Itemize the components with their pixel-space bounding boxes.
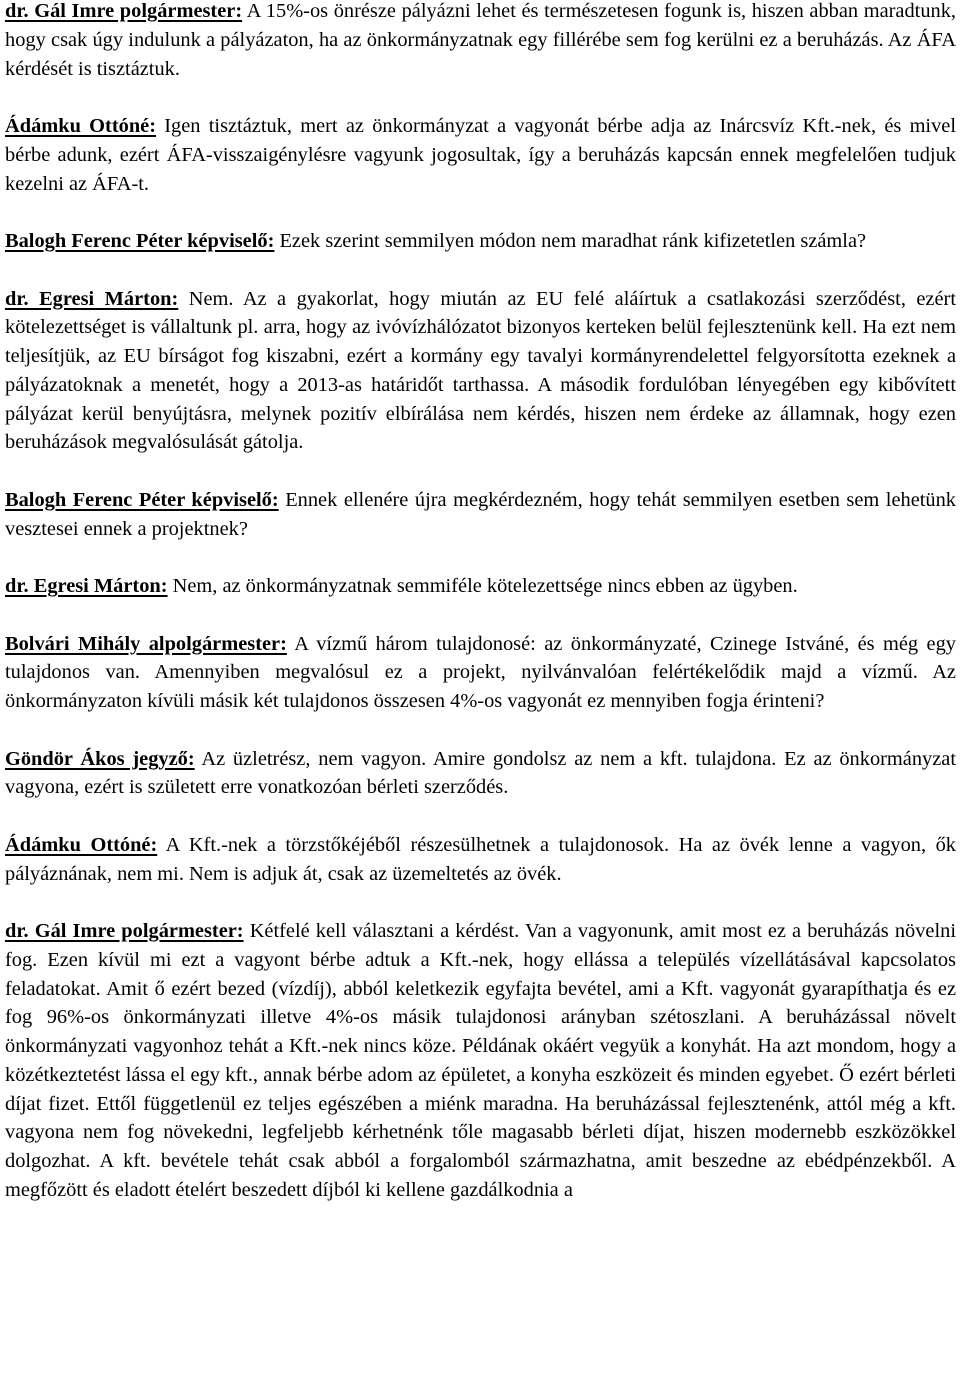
paragraph-text: Nem. Az a gyakorlat, hogy miután az EU felé aláírtuk a csatlakozási szerződést, ezért kötelezettséget is vállaltunk pl. arra, hogy az ivóvízhálózatot bizonyos kerteken belül fejlesztenünk kell. Ha ezt nem teljesítjük, az EU bírságot fog kiszabni, ezért a kormány egy tavalyi kormányrendelettel felgyorsította ezeknek a pályázatoknak a menetét, hogy a 2013-as határidőt tarthassa. A második fordulóban lényegében egy kibővített pályázat kerül benyújtásra, melynek pozitív elbírálása nem kérdés, hiszen nem érdeke az államnak, hogy ezen beruházások megvalósulását gátolja. [5, 287, 956, 454]
paragraph-text: A Kft.-nek a törzstőkéjéből részesülhetnek a tulajdonosok. Ha az övék lenne a vagyon, ők pályáznának, nem mi. Nem is adjuk át, csak az üzemeltetés az övék. [5, 833, 957, 885]
paragraph-text: Az üzletrész, nem vagyon. Amire gondolsz az nem a kft. tulajdona. Ez az önkormányzat vagyona, ezért is született erre vonatkozóan bérleti szerződés. [5, 747, 956, 799]
paragraph-gal-imre-1 [5, 0, 956, 83]
speaker-label: dr. Gál Imre polgármester: [5, 0, 243, 22]
paragraph-adamku-1 [5, 112, 956, 198]
paragraph-text: Igen tisztáztuk, mert az önkormányzat a vagyonát bérbe adja az Inárcsvíz Kft.-nek, és mivel bérbe adunk, ezért ÁFA-visszaigénylésre vagyunk jogosultak, így a beruházás kapcsán ennek megfelelően tudjuk kezelni az ÁFA-t. [5, 115, 957, 195]
document-page [5, 0, 956, 1233]
speaker-label: Göndör Ákos jegyző: [5, 747, 195, 770]
speaker-label: Bolvári Mihály alpolgármester: [5, 632, 287, 655]
paragraph-text: Kétfelé kell választani a kérdést. Van a vagyonunk, amit most ez a beruházás növelni fog. Ezen kívül mi ezt a vagyont bérbe adtuk a Kft.-nek, hogy ellássa a település vízellátásával kapcsolatos feladatokat. Amit ő ezért bezed (vízdíj), abból keletkezik egyfajta bevétel, ami a Kft. vagyonát gyarapíthatja és ez fog 96%-os önkormányzati illetve 4%-os másik tulajdonosi arányban szétoszlani. A beruházással növelt önkormányzati vagyonhoz tehát a Kft.-nek nincs köze. Példának okáért vegyük a konyhát. Ha azt mondom, hogy a közétkeztetést lássa el egy kft., annak bérbe adom az épületet, a konyha eszközeit és minden egyebet. Ő ezért bérleti díjat fizet. Ettől függetlenül ez teljes egészében a miénk maradna. Ha beruházással fejlesztenénk, attól még a kft. vagyona nem fog növekedni, legfeljebb kérhetnénk tőle magasabb bérleti díjat, hiszen modernebb eszközökkel dolgozhat. A kft. bevétele tehát csak abból a forgalomból származhatna, amit beszedne az ebédpénzekből. A megfőzött és eladott ételért beszedett díjból ki kellene gazdálkodnia a [5, 920, 956, 1201]
paragraph-adamku-2 [5, 831, 956, 889]
paragraph-balogh-2 [5, 486, 956, 544]
paragraph-bolvari-1 [5, 630, 956, 716]
paragraph-text: A 15%-os önrésze pályázni lehet és természetesen fogunk is, hiszen abban maradtunk, hogy csak úgy indulunk a pályázaton, ha az önkormányzatnak egy fillérébe sem fog kerülni ez a beruházás. Az ÁFA kérdését is tisztáztuk. [5, 0, 956, 80]
paragraph-egresi-1 [5, 285, 956, 458]
paragraph-gal-imre-2 [5, 917, 956, 1205]
paragraph-text: A vízmű három tulajdonosé: az önkormányzaté, Czinege Istváné, és még egy tulajdonos van. Amennyiben megvalósul ez a projekt, nyilvánvalóan felértékelődik majd a vízmű. Az önkormányzaton kívüli másik két tulajdonos összesen 4%-os vagyonát ez mennyiben fogja érinteni? [5, 632, 956, 712]
speaker-label: Ádámku Ottóné: [5, 833, 158, 856]
speaker-label: Balogh Ferenc Péter képviselő: [5, 230, 275, 252]
speaker-label: dr. Egresi Márton: [5, 287, 179, 310]
paragraph-text: Nem, az önkormányzatnak semmiféle kötelezettsége nincs ebben az ügyben. [167, 575, 798, 597]
speaker-label: dr. Gál Imre polgármester: [5, 920, 244, 942]
paragraph-text: Ennek ellenére újra megkérdezném, hogy tehát semmilyen esetben sem lehetünk vesztesei ennek a projektnek? [5, 488, 957, 540]
paragraph-gondor-1 [5, 745, 956, 803]
paragraph-text: Ezek szerint semmilyen módon nem maradhat ránk kifizetetlen számla? [274, 230, 867, 252]
paragraph-egresi-2 [5, 572, 956, 601]
speaker-label: Ádámku Ottóné: [5, 115, 156, 137]
paragraph-balogh-1 [5, 227, 956, 256]
speaker-label: dr. Egresi Márton: [5, 575, 168, 597]
speaker-label: Balogh Ferenc Péter képviselő: [5, 488, 279, 511]
